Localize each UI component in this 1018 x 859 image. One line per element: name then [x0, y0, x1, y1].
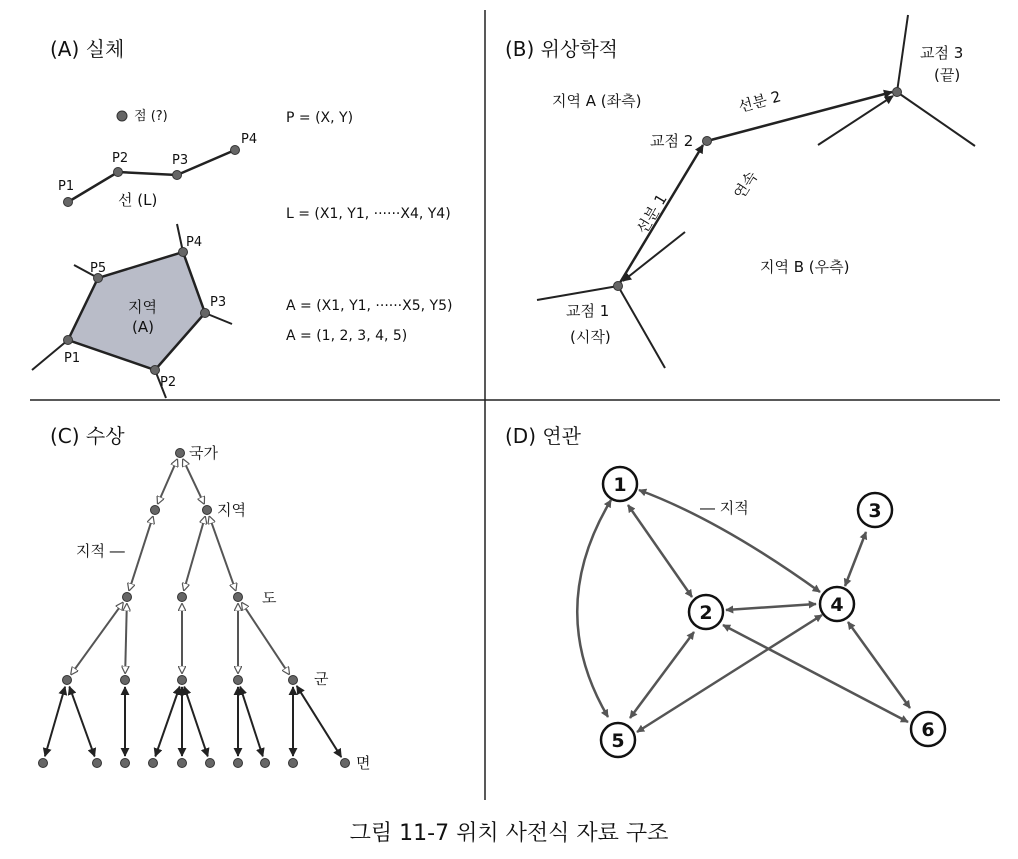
edge-stub-arrow: [623, 232, 685, 281]
edge-stub: [897, 15, 908, 92]
association-node: [603, 467, 637, 501]
line-vertex-label: P3: [172, 153, 189, 168]
panel-d-title: (D) 연관: [505, 424, 582, 448]
association-edge: [577, 500, 611, 717]
area-vertex-label: P2: [160, 375, 177, 390]
figure-caption: 그림 11-7 위치 사전식 자료 구조: [349, 821, 669, 846]
level-label-region: 지역: [217, 501, 246, 519]
edge-stub: [537, 286, 618, 300]
hierarchy-edge: [129, 517, 153, 591]
hierarchy-edge: [183, 459, 204, 503]
formula-point: P = (X, Y): [286, 110, 354, 126]
region-b-label: 지역 B (우측): [760, 258, 850, 276]
association-node-label: 5: [611, 730, 625, 752]
association-edge: [726, 604, 816, 610]
edge-stub-arrow: [818, 96, 893, 145]
connect-label: 연속: [730, 168, 762, 203]
level-label-country: 국가: [189, 444, 218, 462]
hierarchy-nodes: [39, 449, 350, 768]
hierarchy-node: [121, 759, 130, 768]
area-feature-label-sub: (A): [132, 318, 154, 336]
hierarchy-edge: [184, 517, 205, 591]
panel-d: [505, 424, 945, 757]
hierarchy-edge: [209, 517, 235, 591]
hierarchy-node: [341, 759, 350, 768]
hierarchy-edge: [125, 604, 127, 673]
node-3-sublabel: (끝): [934, 66, 961, 84]
hierarchy-edge: [242, 603, 289, 674]
area-vertex-label: P1: [64, 351, 81, 366]
association-edge: [637, 615, 822, 732]
hierarchy-node: [151, 506, 160, 515]
hierarchy-edge: [45, 687, 65, 757]
hierarchy-node: [39, 759, 48, 768]
association-node-label: 3: [868, 500, 882, 522]
hierarchy-node: [289, 676, 298, 685]
hierarchy-node: [178, 593, 187, 602]
association-node: [820, 587, 854, 621]
hierarchy-node: [289, 759, 298, 768]
hierarchy-node: [178, 676, 187, 685]
area-vertex-marker: [64, 336, 73, 345]
association-edges: [577, 490, 910, 732]
hierarchy-node: [234, 593, 243, 602]
hierarchy-node: [261, 759, 270, 768]
hierarchy-node: [149, 759, 158, 768]
hierarchy-node: [234, 759, 243, 768]
hierarchy-edges: [45, 459, 341, 757]
edge-stub: [618, 286, 665, 368]
hierarchy-edge: [71, 603, 123, 675]
panel-c-title: (C) 수상: [50, 424, 125, 448]
hierarchy-node: [121, 676, 130, 685]
region-a-label: 지역 A (좌측): [552, 92, 642, 110]
hierarchy-node: [178, 759, 187, 768]
node-1-marker: [614, 282, 623, 291]
hierarchy-edge: [184, 687, 208, 757]
panel-c: [39, 424, 371, 772]
hierarchy-edge: [158, 459, 177, 503]
association-node-label: 4: [830, 594, 844, 616]
hierarchy-node: [234, 676, 243, 685]
hierarchy-edge: [155, 687, 179, 757]
panel-a: [32, 37, 452, 398]
segment-2: [707, 92, 892, 141]
association-edge: [723, 625, 908, 722]
node-1-label: 교점 1: [566, 302, 610, 320]
line-vertex-marker: [114, 168, 123, 177]
point-feature-label: 점 (?): [134, 109, 168, 124]
panel-b-title: (B) 위상학적: [505, 37, 618, 61]
parcel-label-c: 지적 ―: [76, 542, 125, 560]
node-2-marker: [703, 137, 712, 146]
panel-a-title: (A) 실체: [50, 37, 125, 61]
point-feature-marker: [117, 111, 127, 121]
panel-b: [505, 15, 975, 368]
association-node-label: 1: [613, 474, 627, 496]
formula-line: L = (X1, Y1, ······X4, Y4): [286, 206, 451, 222]
association-node-label: 2: [699, 602, 713, 624]
area-feature-label: 지역: [128, 298, 157, 316]
level-label-county: 군: [314, 670, 329, 688]
line-vertex-label: P1: [58, 179, 75, 194]
line-vertex-label: P2: [112, 151, 129, 166]
line-vertex-label: P4: [241, 132, 258, 147]
node-2-label: 교점 2: [650, 132, 694, 150]
area-vertex-marker: [151, 366, 160, 375]
hierarchy-node: [123, 593, 132, 602]
association-node: [911, 712, 945, 746]
hierarchy-edge: [240, 687, 263, 757]
parcel-label-d: ― 지적: [700, 499, 749, 517]
area-vertex-label: P3: [210, 295, 227, 310]
area-vertex-label: P5: [90, 261, 107, 276]
hierarchy-node: [206, 759, 215, 768]
association-node-label: 6: [921, 719, 935, 741]
hierarchy-node: [93, 759, 102, 768]
edge-stub: [897, 92, 975, 146]
hierarchy-node: [203, 506, 212, 515]
association-edge: [628, 505, 692, 597]
area-vertex-marker: [201, 309, 210, 318]
node-1-sublabel: (시작): [570, 328, 611, 346]
association-edge: [845, 532, 866, 586]
association-node: [858, 493, 892, 527]
hierarchy-node: [63, 676, 72, 685]
association-node: [601, 723, 635, 757]
area-vertex-label: P4: [186, 235, 203, 250]
line-vertex-marker: [173, 171, 182, 180]
line-vertex-marker: [64, 198, 73, 207]
line-feature-label: 선 (L): [118, 191, 158, 209]
line-vertex-marker: [231, 146, 240, 155]
level-label-province: 도: [262, 589, 277, 607]
level-label-township: 면: [356, 754, 371, 772]
association-node: [689, 595, 723, 629]
formula-area-coords: A = (X1, Y1, ······X5, Y5): [286, 298, 453, 314]
segment-2-label: 선분 2: [736, 87, 783, 116]
formula-area-ids: A = (1, 2, 3, 4, 5): [286, 328, 408, 344]
node-3-label: 교점 3: [920, 44, 964, 62]
hierarchy-edge: [297, 686, 342, 757]
association-edge: [630, 632, 694, 718]
hierarchy-edge: [69, 687, 94, 757]
node-3-marker: [893, 88, 902, 97]
hierarchy-node: [176, 449, 185, 458]
segment-1-label: 선분 1: [632, 190, 671, 238]
area-edge-stub: [32, 340, 68, 370]
